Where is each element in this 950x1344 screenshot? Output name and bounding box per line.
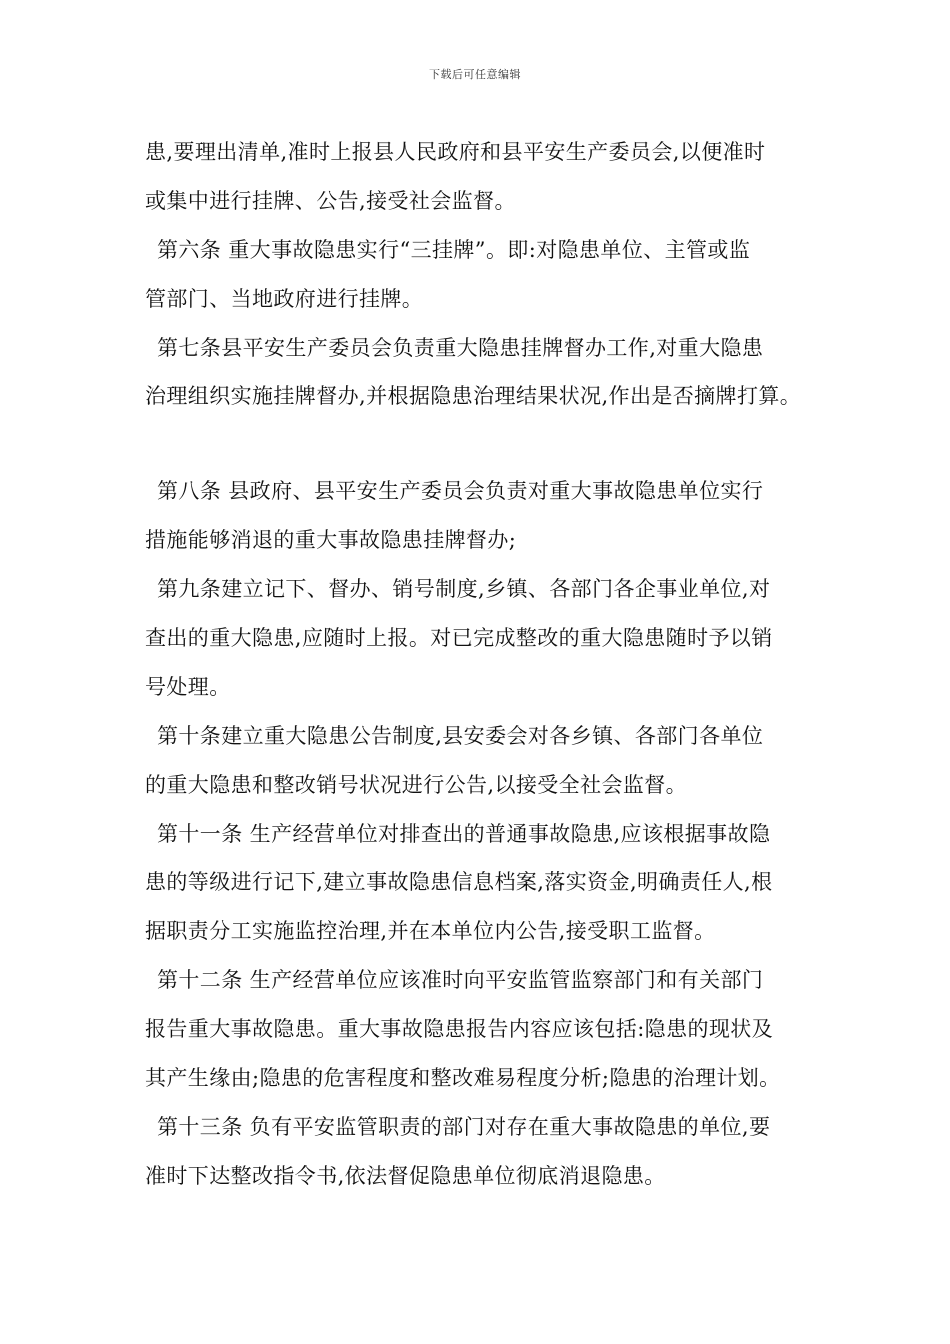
- paragraph-article-10: [145, 712, 825, 810]
- text-line: 其产生缘由;隐患的危害程度和整改难易程度分析;隐患的治理计划。: [145, 1066, 781, 1091]
- text-line: 报告重大事故隐患。重大事故隐患报告内容应该包括:隐患的现状及: [145, 1017, 774, 1042]
- text-line: 患,要理出清单,准时上报县人民政府和县平安生产委员会,以便准时: [145, 140, 766, 164]
- text-line: 的重大隐患和整改销号状况进行公告,以接受全社会监督。: [145, 772, 688, 797]
- paragraph-article-6: [145, 226, 825, 324]
- text-line: 第十一条 生产经营单位对排查出的普通事故隐患,应该根据事故隐: [157, 821, 771, 846]
- text-line: 或集中进行挂牌、公告,接受社会监督。: [145, 188, 516, 213]
- text-line: 管部门、当地政府进行挂牌。: [145, 286, 424, 311]
- text-line: 治理组织实施挂牌督办,并根据隐患治理结果状况,作出是否摘牌打算。: [145, 384, 802, 409]
- paragraph: [145, 128, 825, 226]
- paragraph-gap: [145, 421, 825, 467]
- text-line: 查出的重大隐患,应随时上报。对已完成整改的重大隐患随时予以销: [145, 626, 773, 651]
- text-line: 第八条 县政府、县平安生产委员会负责对重大事故隐患单位实行: [157, 479, 764, 504]
- text-line: 第六条 重大事故隐患实行“三挂牌”。即:对隐患单位、主管或监: [157, 237, 751, 262]
- text-line: 第十三条 负有平安监管职责的部门对存在重大事故隐患的单位,要: [157, 1114, 771, 1139]
- text-line: 第十二条 生产经营单位应该准时向平安监管监察部门和有关部门: [157, 968, 764, 993]
- paragraph-article-11: [145, 810, 825, 957]
- text-line: 据职责分工实施监控治理,并在本单位内公告,接受职工监督。: [145, 919, 716, 944]
- document-body: [145, 128, 825, 1201]
- text-line: 患的等级进行记下,建立事故隐患信息档案,落实资金,明确责任人,根: [145, 870, 773, 895]
- text-line: 第九条建立记下、督办、销号制度,乡镇、各部门各企事业单位,对: [157, 577, 771, 602]
- page-header: 下载后可任意编辑: [429, 68, 521, 81]
- paragraph-article-8: [145, 467, 825, 565]
- text-line: 措施能够消退的重大事故隐患挂牌督办;: [145, 528, 517, 553]
- text-line: 第十条建立重大隐患公告制度,县安委会对各乡镇、各部门各单位: [157, 723, 764, 748]
- paragraph-article-13: [145, 1103, 825, 1201]
- paragraph-article-9: [145, 565, 825, 712]
- text-line: 准时下达整改指令书,依法督促隐患单位彻底消退隐患。: [145, 1163, 666, 1188]
- paragraph-article-12: [145, 956, 825, 1103]
- text-line: 第七条县平安生产委员会负责重大隐患挂牌督办工作,对重大隐患: [157, 335, 764, 360]
- text-line: 号处理。: [145, 674, 231, 699]
- paragraph-article-7: [145, 324, 825, 422]
